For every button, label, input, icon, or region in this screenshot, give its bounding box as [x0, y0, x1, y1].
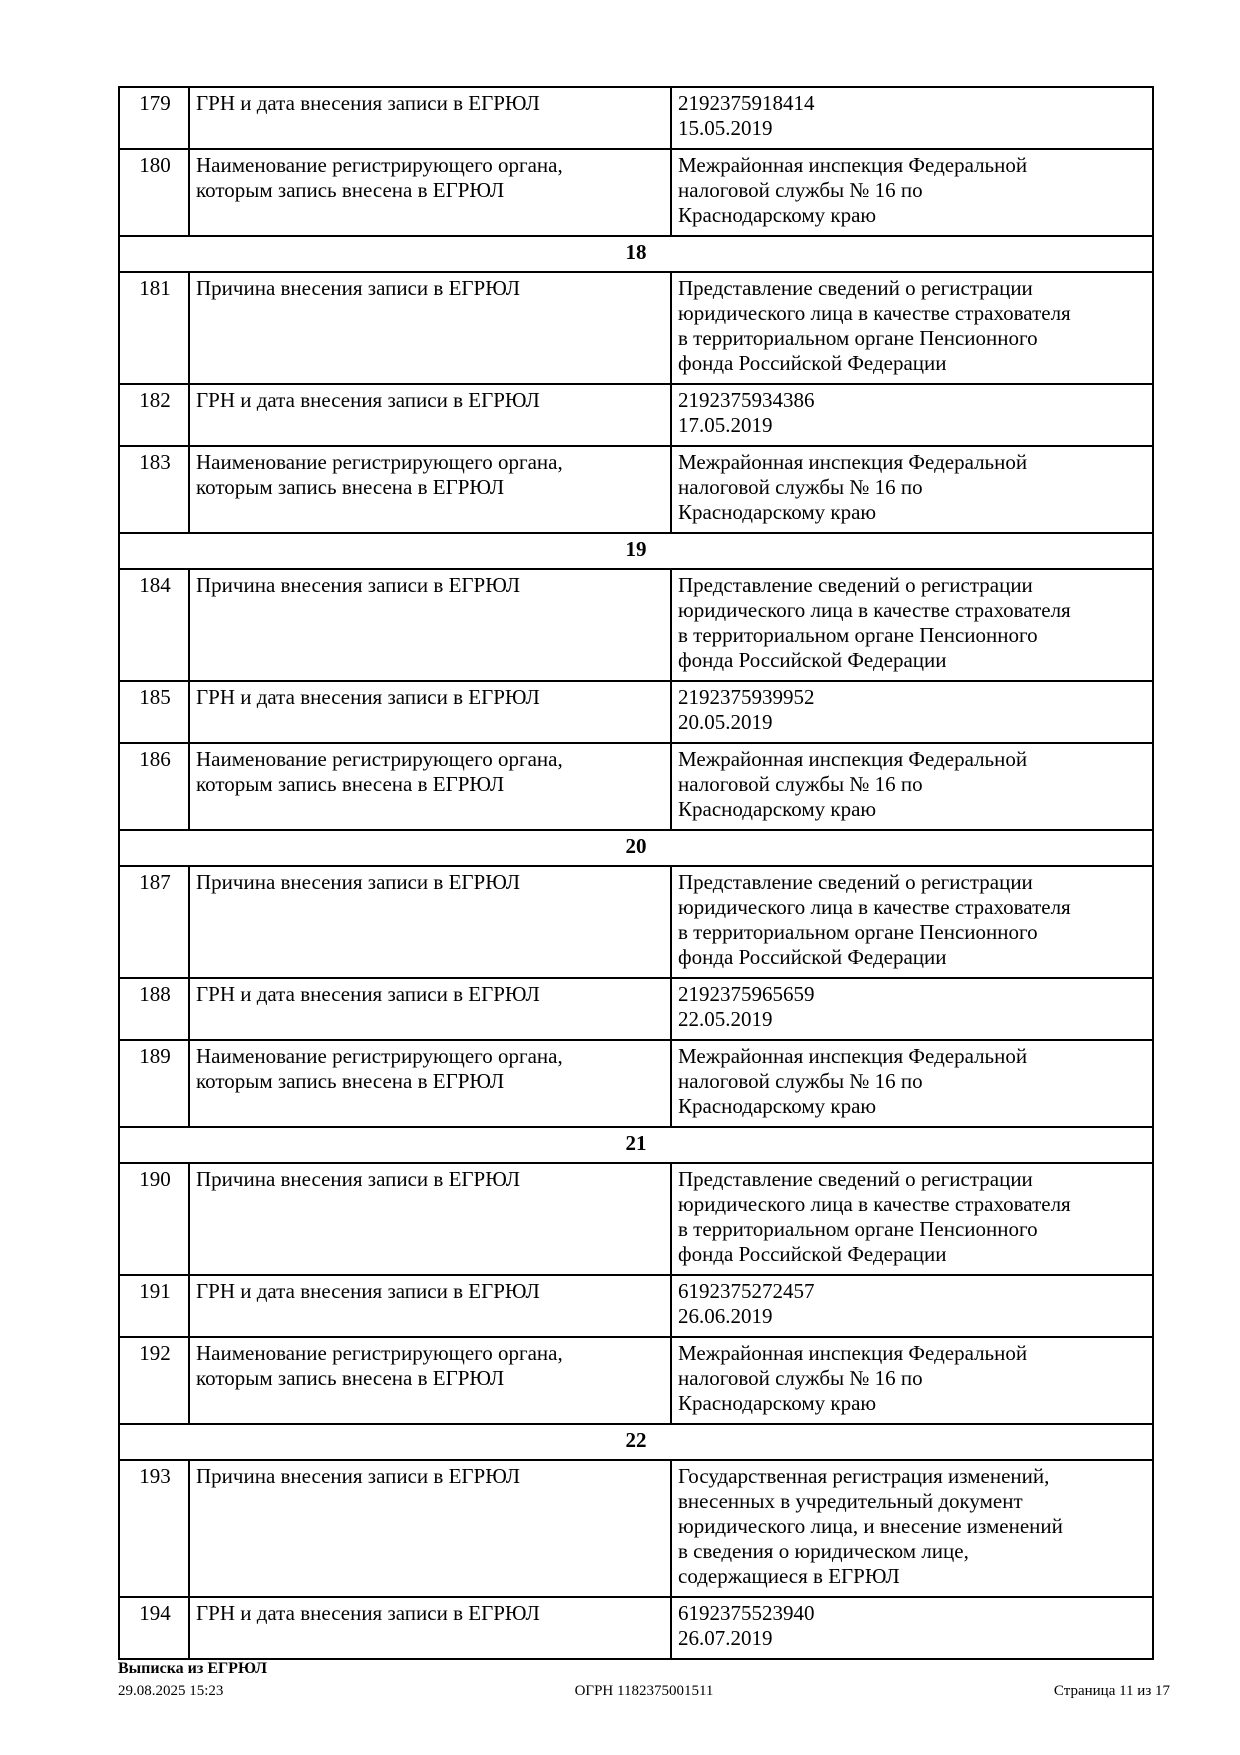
row-number-cell: 190 — [119, 1163, 189, 1275]
label-line: ГРН и дата внесения записи в ЕГРЮЛ — [196, 1279, 540, 1303]
label-line: Причина внесения записи в ЕГРЮЛ — [196, 573, 521, 597]
value-line: налоговой службы № 16 по — [678, 475, 923, 499]
value-line: Представление сведений о регистрации — [678, 573, 1033, 597]
value-line: налоговой службы № 16 по — [678, 178, 923, 202]
value-line: Государственная регистрация изменений, — [678, 1464, 1050, 1488]
section-header-row — [119, 533, 1153, 569]
value-line: фонда Российской Федерации — [678, 351, 947, 375]
footer-ogrn: ОГРН 1182375001511 — [574, 1683, 714, 1699]
row-number-cell: 180 — [119, 149, 189, 236]
table-row — [119, 1040, 1153, 1127]
label-line: которым запись внесена в ЕГРЮЛ — [196, 1366, 505, 1390]
row-label-cell — [189, 446, 671, 533]
row-label-cell — [189, 1337, 671, 1424]
row-number-cell: 192 — [119, 1337, 189, 1424]
value-line: 2192375934386 — [678, 388, 815, 412]
row-number-cell: 182 — [119, 384, 189, 446]
row-value-cell — [671, 1040, 1153, 1127]
table-row — [119, 87, 1153, 149]
value-line: в территориальном органе Пенсионного — [678, 920, 1038, 944]
footer-page-number: Страница 11 из 17 — [1053, 1683, 1170, 1699]
table-row — [119, 1163, 1153, 1275]
value-line: налоговой службы № 16 по — [678, 1069, 923, 1093]
table-row — [119, 1337, 1153, 1424]
table-row — [119, 866, 1153, 978]
value-line: фонда Российской Федерации — [678, 648, 947, 672]
label-line: Наименование регистрирующего органа, — [196, 450, 563, 474]
section-header-row — [119, 830, 1153, 866]
section-header-row — [119, 1127, 1153, 1163]
label-line: Причина внесения записи в ЕГРЮЛ — [196, 1464, 521, 1488]
section-number: 20 — [119, 830, 1153, 866]
value-line: в территориальном органе Пенсионного — [678, 1217, 1038, 1241]
row-number-cell: 186 — [119, 743, 189, 830]
value-line: юридического лица в качестве страхователя — [678, 301, 1071, 325]
row-value-cell — [671, 149, 1153, 236]
section-header-row — [119, 1424, 1153, 1460]
table-row — [119, 272, 1153, 384]
table-row — [119, 681, 1153, 743]
row-label-cell — [189, 978, 671, 1040]
value-line: в сведения о юридическом лице, — [678, 1539, 969, 1563]
row-number-cell: 187 — [119, 866, 189, 978]
row-value-cell — [671, 1460, 1153, 1597]
label-line: ГРН и дата внесения записи в ЕГРЮЛ — [196, 685, 540, 709]
table-row — [119, 1275, 1153, 1337]
table-row — [119, 446, 1153, 533]
value-line: Краснодарскому краю — [678, 1094, 877, 1118]
row-value-cell — [671, 384, 1153, 446]
value-line: юридического лица в качестве страхователя — [678, 598, 1071, 622]
label-line: Наименование регистрирующего органа, — [196, 153, 563, 177]
value-line: 2192375965659 — [678, 982, 815, 1006]
row-label-cell — [189, 1460, 671, 1597]
section-number: 21 — [119, 1127, 1153, 1163]
value-line: 15.05.2019 — [678, 116, 773, 140]
footer-doc-title: Выписка из ЕГРЮЛ — [118, 1660, 268, 1677]
row-number-cell: 194 — [119, 1597, 189, 1659]
table-row — [119, 569, 1153, 681]
row-number-cell: 188 — [119, 978, 189, 1040]
row-label-cell — [189, 149, 671, 236]
value-line: Межрайонная инспекция Федеральной — [678, 153, 1028, 177]
label-line: Наименование регистрирующего органа, — [196, 1044, 563, 1068]
value-line: 17.05.2019 — [678, 413, 773, 437]
value-line: Краснодарскому краю — [678, 1391, 877, 1415]
section-header-row — [119, 236, 1153, 272]
row-label-cell — [189, 681, 671, 743]
value-line: Межрайонная инспекция Федеральной — [678, 450, 1028, 474]
row-number-cell: 184 — [119, 569, 189, 681]
label-line: ГРН и дата внесения записи в ЕГРЮЛ — [196, 1601, 540, 1625]
table-row — [119, 978, 1153, 1040]
label-line: Наименование регистрирующего органа, — [196, 1341, 563, 1365]
value-line: 6192375523940 — [678, 1601, 815, 1625]
value-line: фонда Российской Федерации — [678, 1242, 947, 1266]
value-line: Краснодарскому краю — [678, 203, 877, 227]
value-line: Представление сведений о регистрации — [678, 1167, 1033, 1191]
row-label-cell — [189, 87, 671, 149]
row-value-cell — [671, 743, 1153, 830]
row-label-cell — [189, 1597, 671, 1659]
label-line: ГРН и дата внесения записи в ЕГРЮЛ — [196, 388, 540, 412]
value-line: 26.07.2019 — [678, 1626, 773, 1650]
label-line: которым запись внесена в ЕГРЮЛ — [196, 772, 505, 796]
value-line: 6192375272457 — [678, 1279, 815, 1303]
table-row — [119, 149, 1153, 236]
value-line: внесенных в учредительный документ — [678, 1489, 1023, 1513]
value-line: 20.05.2019 — [678, 710, 773, 734]
row-number-cell: 185 — [119, 681, 189, 743]
row-number-cell: 191 — [119, 1275, 189, 1337]
row-number-cell: 181 — [119, 272, 189, 384]
row-number-cell: 189 — [119, 1040, 189, 1127]
row-value-cell — [671, 1337, 1153, 1424]
section-number: 18 — [119, 236, 1153, 272]
egrul-records-table — [118, 86, 1154, 1660]
label-line: Причина внесения записи в ЕГРЮЛ — [196, 1167, 521, 1191]
row-value-cell — [671, 978, 1153, 1040]
table-row — [119, 743, 1153, 830]
label-line: которым запись внесена в ЕГРЮЛ — [196, 475, 505, 499]
row-value-cell — [671, 569, 1153, 681]
row-label-cell — [189, 569, 671, 681]
value-line: Краснодарскому краю — [678, 500, 877, 524]
row-value-cell — [671, 1163, 1153, 1275]
value-line: Межрайонная инспекция Федеральной — [678, 747, 1028, 771]
value-line: налоговой службы № 16 по — [678, 1366, 923, 1390]
value-line: в территориальном органе Пенсионного — [678, 326, 1038, 350]
row-label-cell — [189, 1163, 671, 1275]
row-value-cell — [671, 1275, 1153, 1337]
value-line: Представление сведений о регистрации — [678, 870, 1033, 894]
value-line: 22.05.2019 — [678, 1007, 773, 1031]
row-value-cell — [671, 681, 1153, 743]
row-label-cell — [189, 743, 671, 830]
row-label-cell — [189, 866, 671, 978]
label-line: которым запись внесена в ЕГРЮЛ — [196, 1069, 505, 1093]
footer-datetime: 29.08.2025 15:23 — [118, 1683, 224, 1699]
value-line: Краснодарскому краю — [678, 797, 877, 821]
row-number-cell: 183 — [119, 446, 189, 533]
row-number-cell: 179 — [119, 87, 189, 149]
row-value-cell — [671, 446, 1153, 533]
table-row — [119, 384, 1153, 446]
value-line: налоговой службы № 16 по — [678, 772, 923, 796]
value-line: Представление сведений о регистрации — [678, 276, 1033, 300]
value-line: 2192375918414 — [678, 91, 815, 115]
table-row — [119, 1460, 1153, 1597]
label-line: Наименование регистрирующего органа, — [196, 747, 563, 771]
value-line: 2192375939952 — [678, 685, 815, 709]
table-row — [119, 1597, 1153, 1659]
label-line: Причина внесения записи в ЕГРЮЛ — [196, 276, 521, 300]
row-value-cell — [671, 866, 1153, 978]
row-label-cell — [189, 384, 671, 446]
row-label-cell — [189, 1275, 671, 1337]
value-line: Межрайонная инспекция Федеральной — [678, 1341, 1028, 1365]
row-label-cell — [189, 272, 671, 384]
value-line: в территориальном органе Пенсионного — [678, 623, 1038, 647]
value-line: юридического лица в качестве страхователя — [678, 895, 1071, 919]
value-line: юридического лица, и внесение изменений — [678, 1514, 1063, 1538]
row-value-cell — [671, 1597, 1153, 1659]
row-number-cell: 193 — [119, 1460, 189, 1597]
section-number: 19 — [119, 533, 1153, 569]
value-line: юридического лица в качестве страхователя — [678, 1192, 1071, 1216]
value-line: Межрайонная инспекция Федеральной — [678, 1044, 1028, 1068]
value-line: фонда Российской Федерации — [678, 945, 947, 969]
label-line: ГРН и дата внесения записи в ЕГРЮЛ — [196, 982, 540, 1006]
row-value-cell — [671, 87, 1153, 149]
label-line: которым запись внесена в ЕГРЮЛ — [196, 178, 505, 202]
row-value-cell — [671, 272, 1153, 384]
label-line: ГРН и дата внесения записи в ЕГРЮЛ — [196, 91, 540, 115]
section-number: 22 — [119, 1424, 1153, 1460]
row-label-cell — [189, 1040, 671, 1127]
value-line: 26.06.2019 — [678, 1304, 773, 1328]
footer — [118, 1657, 1170, 1703]
value-line: содержащиеся в ЕГРЮЛ — [678, 1564, 900, 1588]
label-line: Причина внесения записи в ЕГРЮЛ — [196, 870, 521, 894]
